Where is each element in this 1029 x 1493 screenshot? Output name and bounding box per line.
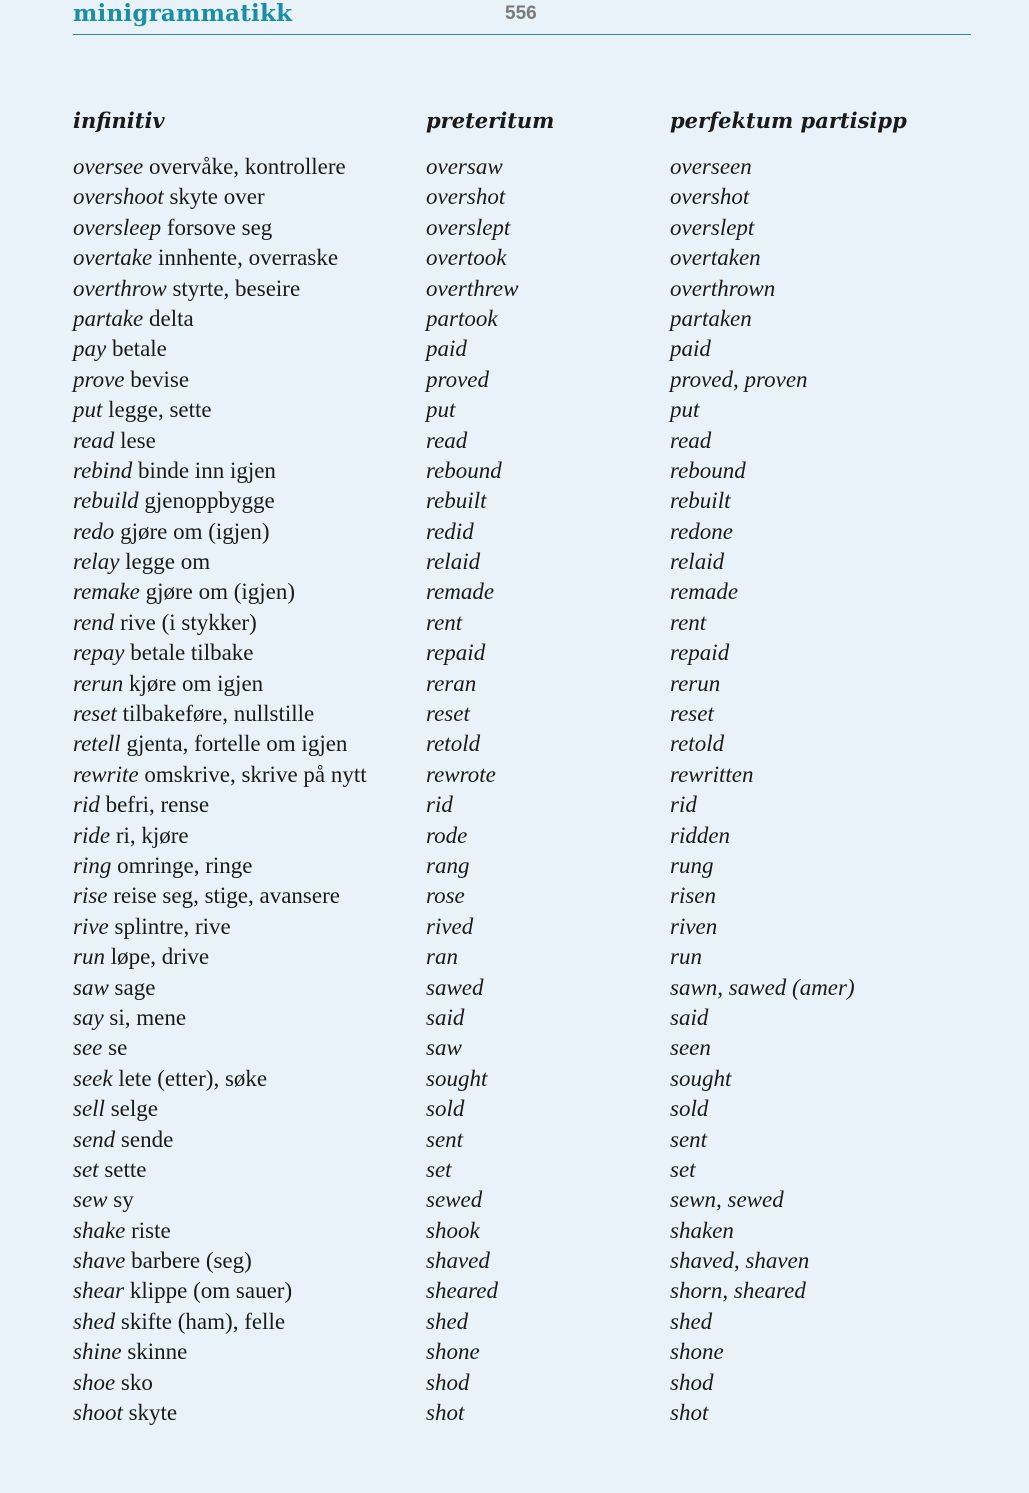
meaning: sage [114, 974, 156, 1000]
participle-cell: read [670, 427, 712, 453]
preterite-cell: retold [426, 731, 481, 757]
participle-cell: set [670, 1156, 696, 1182]
table-row [0, 152, 1029, 182]
meaning: skyte over [169, 184, 265, 210]
table-row [0, 1003, 1029, 1033]
table-row [0, 547, 1029, 577]
meaning: betale [111, 336, 167, 362]
infinitive-cell [73, 1155, 146, 1185]
verb: put [73, 397, 103, 423]
infinitive-cell [73, 1368, 153, 1398]
verb: rive [73, 913, 109, 939]
meaning: gjenoppbygge [144, 488, 275, 514]
meaning: bevise [130, 366, 190, 392]
infinitive-cell [73, 942, 209, 972]
participle-cell: shod [670, 1369, 714, 1395]
infinitive-cell [73, 1185, 134, 1215]
table-row [0, 699, 1029, 729]
verb: redo [73, 518, 115, 544]
meaning: gjøre om (igjen) [145, 579, 296, 605]
verb: retell [73, 731, 121, 757]
verb: send [73, 1126, 116, 1152]
participle-cell: partaken [670, 305, 752, 331]
participle-cell: put [670, 397, 700, 423]
infinitive-cell [73, 1398, 177, 1428]
table-row [0, 334, 1029, 364]
preterite-cell: rang [426, 852, 470, 878]
participle-cell: shot [670, 1400, 709, 1426]
participle-cell: rebuilt [670, 488, 731, 514]
preterite-cell: rose [426, 883, 465, 909]
participle-cell: sent [670, 1126, 708, 1152]
preterite-cell: paid [426, 336, 467, 362]
page-header [73, 0, 971, 35]
participle-cell: shaved, shaven [670, 1248, 810, 1274]
preterite-cell: set [426, 1156, 452, 1182]
participle-cell: retold [670, 731, 725, 757]
table-row [0, 486, 1029, 516]
meaning: betale tilbake [130, 640, 254, 666]
verb: oversleep [73, 214, 162, 240]
infinitive-cell [73, 669, 263, 699]
verb: remake [73, 579, 140, 605]
preterite-cell: read [426, 427, 468, 453]
preterite-cell: shook [426, 1217, 480, 1243]
meaning: lese [120, 427, 156, 453]
infinitive-cell [73, 547, 210, 577]
preterite-cell: rent [426, 609, 463, 635]
table-row [0, 1276, 1029, 1306]
infinitive-cell [73, 395, 212, 425]
verb: overthrow [73, 275, 167, 301]
meaning: tilbakeføre, nullstille [122, 701, 315, 727]
verb: pay [73, 336, 107, 362]
preterite-cell: sent [426, 1126, 464, 1152]
verb: rend [73, 609, 115, 635]
table-row [0, 1398, 1029, 1428]
preterite-cell: rebuilt [426, 488, 487, 514]
verb: sew [73, 1187, 108, 1213]
verb-table [0, 152, 1029, 1428]
participle-cell: ridden [670, 822, 731, 848]
infinitive-cell [73, 881, 340, 911]
verb: relay [73, 549, 120, 575]
verb: ring [73, 852, 112, 878]
infinitive-cell [73, 1064, 267, 1094]
preterite-cell: proved [426, 366, 490, 392]
infinitive-cell [73, 790, 209, 820]
verb: run [73, 944, 105, 970]
meaning: innhente, overraske [157, 245, 339, 271]
preterite-cell: overshot [426, 184, 506, 210]
infinitive-cell [73, 1216, 171, 1246]
infinitive-cell [73, 699, 314, 729]
participle-cell: rent [670, 609, 707, 635]
preterite-cell: shone [426, 1339, 480, 1365]
meaning: legge, sette [108, 397, 212, 423]
meaning: skyte [128, 1400, 178, 1426]
meaning: klippe (om sauer) [129, 1278, 293, 1304]
infinitive-cell [73, 486, 275, 516]
preterite-cell: shot [426, 1400, 465, 1426]
meaning: omskrive, skrive på nytt [144, 761, 367, 787]
verb: shake [73, 1217, 126, 1243]
participle-cell: sawn, sawed (amer) [670, 974, 855, 1000]
table-row [0, 1125, 1029, 1155]
infinitive-cell [73, 152, 346, 182]
participle-cell: seen [670, 1035, 711, 1061]
meaning: riste [131, 1217, 171, 1243]
verb: say [73, 1004, 104, 1030]
verb: overtake [73, 245, 153, 271]
table-row [0, 1033, 1029, 1063]
participle-cell: overtaken [670, 245, 761, 271]
infinitive-cell [73, 1337, 187, 1367]
table-row [0, 456, 1029, 486]
meaning: splintre, rive [114, 913, 231, 939]
participle-cell: shorn, sheared [670, 1278, 806, 1304]
participle-cell: risen [670, 883, 716, 909]
infinitive-cell [73, 213, 272, 243]
infinitive-cell [73, 1003, 186, 1033]
verb: rebuild [73, 488, 139, 514]
table-row [0, 243, 1029, 273]
preterite-cell: remade [426, 579, 495, 605]
table-row [0, 912, 1029, 942]
participle-cell: said [670, 1004, 709, 1030]
infinitive-cell [73, 426, 156, 456]
participle-cell: shed [670, 1308, 713, 1334]
table-row [0, 426, 1029, 456]
table-row [0, 1337, 1029, 1367]
participle-cell: overthrown [670, 275, 776, 301]
verb: shave [73, 1248, 126, 1274]
infinitive-cell [73, 334, 167, 364]
meaning: sette [104, 1156, 147, 1182]
participle-cell: redone [670, 518, 734, 544]
table-row [0, 1307, 1029, 1337]
participle-cell: sought [670, 1065, 732, 1091]
preterite-cell: sheared [426, 1278, 498, 1304]
preterite-cell: shod [426, 1369, 470, 1395]
participle-cell: rerun [670, 670, 721, 696]
meaning: forsove seg [166, 214, 273, 240]
verb: rise [73, 883, 108, 909]
table-row [0, 760, 1029, 790]
preterite-cell: redid [426, 518, 474, 544]
meaning: reise seg, stige, avansere [113, 883, 340, 909]
meaning: skifte (ham), felle [120, 1308, 286, 1334]
preterite-cell: shaved [426, 1248, 490, 1274]
preterite-cell: shed [426, 1308, 469, 1334]
participle-cell: sewn, sewed [670, 1187, 784, 1213]
verb: oversee [73, 154, 144, 179]
infinitive-cell [73, 304, 194, 334]
participle-cell: rewritten [670, 761, 754, 787]
page-number: 556 [505, 3, 537, 24]
table-row [0, 1216, 1029, 1246]
meaning: kjøre om igjen [129, 670, 264, 696]
table-row [0, 790, 1029, 820]
infinitive-cell [73, 851, 253, 881]
meaning: løpe, drive [110, 944, 210, 970]
verb: rid [73, 792, 100, 818]
infinitive-cell [73, 274, 300, 304]
participle-cell: riven [670, 913, 718, 939]
verb: reset [73, 701, 117, 727]
participle-cell: paid [670, 336, 711, 362]
verb: shoot [73, 1400, 123, 1426]
participle-cell: relaid [670, 549, 725, 575]
meaning: rive (i stykker) [120, 609, 257, 635]
preterite-cell: sawed [426, 974, 484, 1000]
table-row [0, 1185, 1029, 1215]
preterite-cell: sewed [426, 1187, 483, 1213]
preterite-cell: saw [426, 1035, 462, 1061]
table-row [0, 881, 1029, 911]
meaning: binde inn igjen [137, 457, 276, 483]
infinitive-cell [73, 517, 270, 547]
preterite-cell: rid [426, 792, 453, 818]
preterite-cell: sought [426, 1065, 488, 1091]
verb: shine [73, 1339, 122, 1365]
meaning: gjøre om (igjen) [120, 518, 270, 544]
column-header-participle: perfektum partisipp [670, 108, 907, 133]
infinitive-cell [73, 973, 155, 1003]
meaning: sy [113, 1187, 134, 1213]
participle-cell: overseen [670, 154, 752, 179]
table-row [0, 1155, 1029, 1185]
meaning: lete (etter), søke [118, 1065, 268, 1091]
infinitive-cell [73, 760, 367, 790]
verb: shoe [73, 1369, 116, 1395]
preterite-cell: rebound [426, 457, 502, 483]
verb: see [73, 1035, 103, 1061]
table-row [0, 1246, 1029, 1276]
column-header-infinitive: infinitiv [73, 108, 165, 133]
column-header-preterite: preteritum [426, 108, 555, 133]
participle-cell: rung [670, 852, 714, 878]
preterite-cell: ran [426, 944, 458, 970]
meaning: styrte, beseire [172, 275, 301, 301]
preterite-cell: rode [426, 822, 468, 848]
table-row [0, 274, 1029, 304]
verb: prove [73, 366, 125, 392]
meaning: ri, kjøre [115, 822, 189, 848]
section-title: minigrammatikk [73, 0, 293, 27]
table-row [0, 182, 1029, 212]
preterite-cell: overtook [426, 245, 507, 271]
preterite-cell: repaid [426, 640, 486, 666]
verb: repay [73, 640, 125, 666]
participle-cell: overshot [670, 184, 750, 210]
meaning: se [108, 1035, 128, 1061]
participle-cell: repaid [670, 640, 730, 666]
infinitive-cell [73, 1125, 173, 1155]
table-row [0, 608, 1029, 638]
meaning: sko [120, 1369, 153, 1395]
meaning: overvåke, kontrollere [149, 154, 346, 179]
meaning: befri, rense [105, 792, 210, 818]
verb: ride [73, 822, 111, 848]
verb: rebind [73, 457, 133, 483]
participle-cell: shaken [670, 1217, 734, 1243]
table-row [0, 1064, 1029, 1094]
infinitive-cell [73, 1246, 252, 1276]
table-row [0, 577, 1029, 607]
meaning: barbere (seg) [131, 1248, 252, 1274]
verb: read [73, 427, 115, 453]
table-row [0, 669, 1029, 699]
meaning: delta [149, 305, 194, 331]
preterite-cell: said [426, 1004, 465, 1030]
meaning: gjenta, fortelle om igjen [126, 731, 348, 757]
infinitive-cell [73, 243, 338, 273]
table-row [0, 973, 1029, 1003]
preterite-cell: rived [426, 913, 474, 939]
meaning: omringe, ringe [117, 852, 253, 878]
infinitive-cell [73, 729, 347, 759]
table-row [0, 1094, 1029, 1124]
verb: set [73, 1156, 99, 1182]
infinitive-cell [73, 608, 257, 638]
table-row [0, 304, 1029, 334]
participle-cell: reset [670, 701, 714, 727]
meaning: legge om [125, 549, 211, 575]
table-row [0, 851, 1029, 881]
preterite-cell: partook [426, 305, 498, 331]
infinitive-cell [73, 638, 254, 668]
table-row [0, 395, 1029, 425]
preterite-cell: reran [426, 670, 477, 696]
participle-cell: proved, proven [670, 366, 808, 392]
infinitive-cell [73, 912, 231, 942]
preterite-cell: oversaw [426, 154, 503, 179]
verb: overshoot [73, 184, 164, 210]
infinitive-cell [73, 1307, 285, 1337]
meaning: sende [120, 1126, 174, 1152]
table-row [0, 729, 1029, 759]
preterite-cell: put [426, 397, 456, 423]
infinitive-cell [73, 821, 189, 851]
infinitive-cell [73, 182, 265, 212]
participle-cell: run [670, 944, 702, 970]
preterite-cell: rewrote [426, 761, 496, 787]
infinitive-cell [73, 1094, 158, 1124]
infinitive-cell [73, 1276, 292, 1306]
table-row [0, 638, 1029, 668]
verb: shear [73, 1278, 125, 1304]
meaning: si, mene [109, 1004, 187, 1030]
infinitive-cell [73, 365, 189, 395]
participle-cell: overslept [670, 214, 755, 240]
participle-cell: shone [670, 1339, 724, 1365]
table-row [0, 365, 1029, 395]
table-row [0, 517, 1029, 547]
infinitive-cell [73, 1033, 127, 1063]
preterite-cell: sold [426, 1096, 465, 1122]
verb: partake [73, 305, 144, 331]
participle-cell: rid [670, 792, 697, 818]
verb: seek [73, 1065, 113, 1091]
verb: shed [73, 1308, 116, 1334]
infinitive-cell [73, 456, 276, 486]
table-row [0, 821, 1029, 851]
verb: rewrite [73, 761, 139, 787]
verb: rerun [73, 670, 124, 696]
preterite-cell: relaid [426, 549, 481, 575]
meaning: skinne [127, 1339, 188, 1365]
verb: saw [73, 974, 109, 1000]
table-row [0, 942, 1029, 972]
participle-cell: rebound [670, 457, 746, 483]
table-row [0, 213, 1029, 243]
participle-cell: sold [670, 1096, 709, 1122]
infinitive-cell [73, 577, 295, 607]
meaning: selge [110, 1096, 158, 1122]
verb: sell [73, 1096, 105, 1122]
participle-cell: remade [670, 579, 739, 605]
preterite-cell: reset [426, 701, 470, 727]
preterite-cell: overslept [426, 214, 511, 240]
preterite-cell: overthrew [426, 275, 519, 301]
table-row [0, 1368, 1029, 1398]
